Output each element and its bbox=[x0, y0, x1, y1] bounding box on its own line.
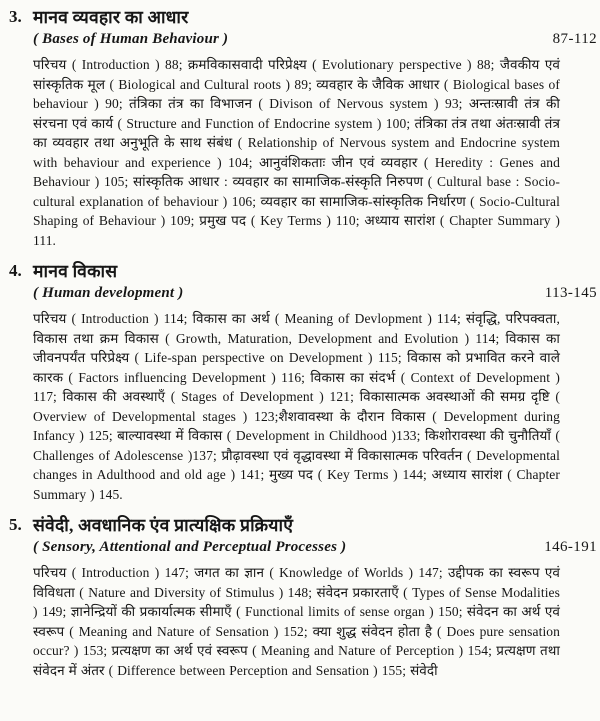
chapter-topics-paragraph: परिचय ( Introduction ) 114; विकास का अर्थ ( Meaning of Devlopment ) 114; संवृद्धि, परिपक्वता, विकास तथा क्रम विकास ( Growth, Maturation, Development and Evolution ) 114; विकास का जीवनपर्यंत परिप्रेक्ष्य ( Life-span perspective on Development ) 115; विकास को प्रभावित करने वाले कारक ( Factors influencing Development ) 116; विकास का संदर्भ ( Context of Development ) 117; विकास की अवस्थाएँ ( Stages of Development ) 121; विकासात्मक अवस्थाओं की समग्र दृष्टि ( Overview of Developmental stages ) 123;शैशवावस्था के दौरान विकास ( Development during Infancy ) 125; बाल्यावस्था में विकास ( Development in Childhood )133; किशोरावस्था की चुनौतियाँ ( Challenges of Adolescense )137; प्रौढ़ावस्था एवं वृद्धावस्था में विकासात्मक परिवर्तन ( Developmental changes in Adulthood and old age ) 141; मुख्य पद ( Key Terms ) 144; अध्याय सारांश ( Chapter Summary ) 145. bbox=[33, 311, 560, 502]
chapter-titles bbox=[33, 5, 597, 50]
chapter-topics-paragraph: परिचय ( Introduction ) 88; क्रमविकासवादी परिप्रेक्ष्य ( Evolutionary perspective ) 88; जैवकीय एवं सांस्कृतिक मूल ( Biological and Cultural roots ) 89; व्यवहार के जैविक आधार ( Biological bases of behaviour ) 90; तंत्रिका तंत्र का विभाजन ( Divison of Nervous system ) 93; अन्तःस्रावी तंत्र की संरचना एवं कार्य ( Structure and Function of Endocrine system ) 100; तंत्रिका तंत्र तथा अंतःस्रावी तंत्र का व्यवहार तथा अनुभूति के साथ संबंध ( Relationship of Nervous system and Endocrine system with behaviour and experience ) 104; आनुवंशिकताः जीन एवं व्यवहार ( Heredity : Genes and Behaviour ) 105; सांस्कृतिक आधार : व्यवहार का सामाजिक-संस्कृति निरुपण ( Cultural base : Socio-cultural explanation of behaviour ) 106; व्यवहार का सामाजिक-सांस्कृतिक निर्धारण ( Socio-Cultural Shaping of Behaviour ) 109; प्रमुख पद ( Key Terms ) 110; अध्याय सारांश ( Chapter Summary ) 111. bbox=[33, 57, 560, 248]
chapter-title-english: ( Bases of Human Behaviour ) bbox=[33, 31, 229, 47]
entry-heading bbox=[9, 259, 597, 304]
chapter-page-range: 113-145 bbox=[544, 285, 597, 301]
chapter-page-range: 146-191 bbox=[544, 539, 597, 555]
toc-entry-chapter-3 bbox=[9, 5, 597, 250]
chapter-number: 4. bbox=[9, 261, 22, 280]
chapter-titles bbox=[33, 259, 597, 304]
chapter-title-hindi: मानव विकास bbox=[33, 261, 118, 281]
chapter-title-row bbox=[33, 283, 597, 304]
chapter-number: 5. bbox=[9, 515, 22, 534]
chapter-topics-paragraph: परिचय ( Introduction ) 147; जगत का ज्ञान ( Knowledge of Worlds ) 147; उद्दीपक का स्वरूप एवं विविधता ( Nature and Diversity of Stimulus ) 148; संवेदन प्रकारताएँ ( Types of Sense Modalities ) 149; ज्ञानेन्द्रियों की प्रकार्यात्मक सीमाएँ ( Functional limits of sense organ ) 150; संवेदन का अर्थ एवं स्वरूप ( Meaning and Nature of Sensation ) 152; क्या शुद्ध संवेदन होता है ( Does pure sensation occur? ) 153; प्रत्यक्षण का अर्थ एवं स्वरूप ( Meaning and Nature of Perception ) 154; प्रत्यक्षण तथा संवेदन में अंतर ( Difference between Perception and Sensation ) 155; संवेदी bbox=[33, 565, 560, 678]
chapter-title-hindi: संवेदी, अवधानिक एंव प्रात्यक्षिक प्रक्रियाएँ bbox=[33, 515, 294, 535]
chapter-titles bbox=[33, 513, 597, 558]
chapter-title-hindi: मानव व्यवहार का आधार bbox=[33, 7, 189, 27]
chapter-title-english: ( Human development ) bbox=[33, 285, 184, 301]
chapter-title-row bbox=[33, 537, 597, 558]
chapter-title-english: ( Sensory, Attentional and Perceptual Processes ) bbox=[33, 539, 347, 555]
chapter-page-range: 87-112 bbox=[552, 31, 597, 47]
toc-entry-chapter-4 bbox=[9, 259, 597, 504]
chapter-number: 3. bbox=[9, 7, 22, 26]
toc-entry-chapter-5 bbox=[9, 513, 597, 680]
chapter-title-row bbox=[33, 29, 597, 50]
entry-heading bbox=[9, 513, 597, 558]
entry-heading bbox=[9, 5, 597, 50]
